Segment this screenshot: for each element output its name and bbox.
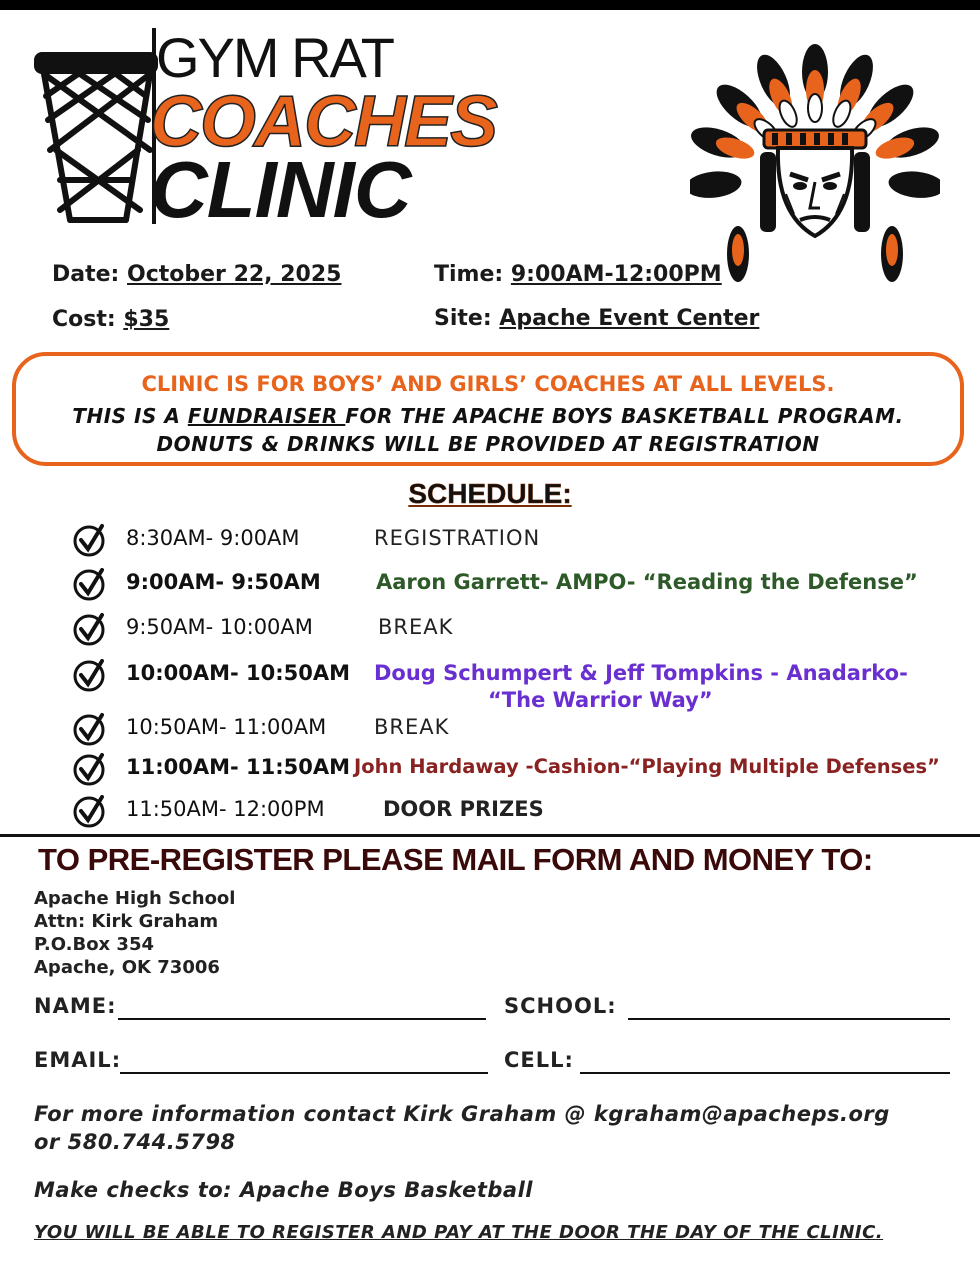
site-label: Site:: [434, 306, 492, 331]
notice-line-2-end: FOR THE APACHE BOYS BASKETBALL PROGRAM.: [345, 404, 904, 428]
schedule-time: 10:00AM- 10:50AM: [126, 661, 351, 685]
address-line: Apache High School: [34, 888, 236, 909]
time-value: 9:00AM-12:00PM: [510, 262, 722, 287]
schedule-row: [70, 566, 970, 602]
site-field: [434, 306, 759, 331]
notice-box: [12, 352, 964, 466]
section-divider: [0, 834, 980, 837]
cost-field: [52, 307, 169, 332]
schedule-row: [70, 522, 970, 558]
date-value: October 22, 2025: [127, 262, 342, 287]
schedule-desc: Aaron Garrett- AMPO- “Reading the Defense”: [376, 570, 918, 594]
address-line: Apache, OK 73006: [34, 957, 220, 978]
schedule-desc: Doug Schumpert & Jeff Tompkins - Anadarko-: [374, 661, 908, 685]
registration-title: TO PRE-REGISTER PLEASE MAIL FORM AND MONEY TO:: [38, 842, 873, 877]
cost-value: $35: [123, 307, 170, 332]
check-circle-icon: [72, 711, 108, 747]
basketball-hoop-icon: [30, 40, 160, 240]
notice-fundraiser: FUNDRAISER: [187, 404, 346, 428]
schedule-row: [70, 611, 970, 647]
check-circle-icon: [72, 657, 108, 693]
check-circle-icon: [72, 566, 108, 602]
apache-chief-logo-icon: [690, 44, 940, 294]
schedule-title: SCHEDULE:: [408, 478, 572, 509]
check-circle-icon: [72, 522, 108, 558]
title-gym-rat: GYM RAT: [156, 26, 393, 89]
schedule-desc: BREAK: [374, 715, 450, 739]
email-input-line[interactable]: [120, 1072, 488, 1074]
school-label: SCHOOL:: [504, 994, 617, 1018]
schedule-time: 11:50AM- 12:00PM: [126, 797, 325, 821]
site-value: Apache Event Center: [499, 306, 760, 331]
schedule-time: 10:50AM- 11:00AM: [126, 715, 327, 739]
schedule-time: 11:00AM- 11:50AM: [126, 755, 351, 779]
date-label: Date:: [52, 262, 120, 287]
check-circle-icon: [72, 793, 108, 829]
schedule-row: [70, 793, 970, 829]
notice-line-2: [16, 404, 960, 428]
cell-label: CELL:: [504, 1048, 574, 1072]
top-border: [0, 0, 980, 10]
schedule-desc: BREAK: [378, 615, 454, 639]
schedule-desc: REGISTRATION: [374, 526, 541, 550]
schedule-desc: John Hardaway -Cashion-“Playing Multiple Defenses”: [354, 755, 940, 778]
title-coaches: COACHES: [150, 82, 497, 162]
title-clinic: CLINIC: [150, 145, 411, 234]
schedule-row: [70, 751, 970, 787]
school-input-line[interactable]: [628, 1018, 950, 1020]
schedule-desc-continued: “The Warrior Way”: [488, 688, 713, 712]
email-label: EMAIL:: [34, 1048, 122, 1072]
notice-line-2-start: THIS IS A: [72, 404, 188, 428]
time-field: [434, 262, 722, 287]
date-field: [52, 262, 341, 287]
notice-line-3: DONUTS & DRINKS WILL BE PROVIDED AT REGISTRATION: [156, 432, 820, 456]
schedule-time: 9:00AM- 9:50AM: [126, 570, 321, 594]
time-label: Time:: [434, 262, 504, 287]
check-circle-icon: [72, 611, 108, 647]
schedule-desc: DOOR PRIZES: [383, 797, 544, 821]
contact-line-1: For more information contact Kirk Graham @ kgraham@apacheps.org: [34, 1102, 890, 1126]
cell-input-line[interactable]: [580, 1072, 950, 1074]
cost-label: Cost:: [52, 307, 116, 332]
notice-line-1: CLINIC IS FOR BOYS’ AND GIRLS’ COACHES AT ALL LEVELS.: [141, 372, 835, 396]
check-circle-icon: [72, 751, 108, 787]
address-line: P.O.Box 354: [34, 934, 155, 955]
contact-line-2: or 580.744.5798: [34, 1130, 236, 1154]
schedule-row: [70, 711, 970, 747]
schedule-time: 9:50AM- 10:00AM: [126, 615, 313, 639]
checks-payable-line: Make checks to: Apache Boys Basketball: [34, 1178, 533, 1202]
pay-at-door-note: YOU WILL BE ABLE TO REGISTER AND PAY AT THE DOOR THE DAY OF THE CLINIC.: [34, 1222, 884, 1243]
schedule-time: 8:30AM- 9:00AM: [126, 526, 300, 550]
address-line: Attn: Kirk Graham: [34, 911, 219, 932]
name-label: NAME:: [34, 994, 117, 1018]
name-input-line[interactable]: [118, 1018, 486, 1020]
